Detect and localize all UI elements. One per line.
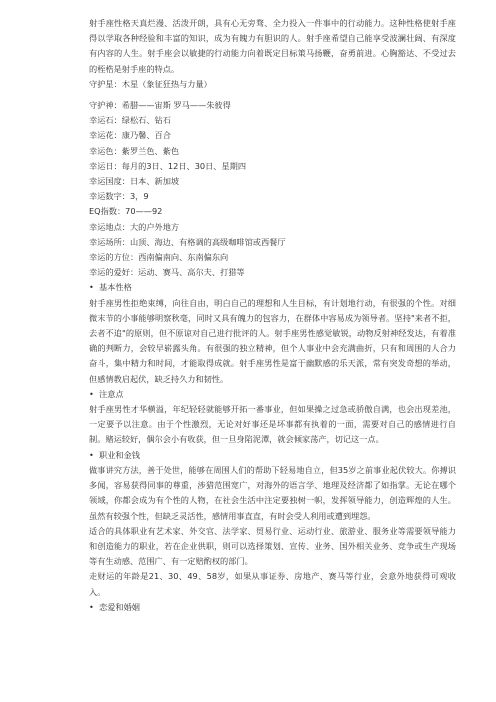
- intro-paragraph: 射手座性格天真烂漫、活泼开朗，具有心无旁骛、全力投入一件事中的行动能力。这种性格使射手座得以学取各种经验和丰富的知识，成为有魄力有胆识的人。射手座希望自己能享受波澜壮阔、有深度有内容的人生。射手座会以敏捷的行动能力向着既定目标策马扬鞭，奋勇前进。心胸豁达、不受过去的桎梏是射手座的特点。: [89, 18, 456, 74]
- section-heading-love: [89, 600, 456, 615]
- section-paragraph: 做事讲究方法，善于处世，能够在周围人们的帮助下轻易地自立，但35岁之前事业起伏较大。你搏识多闻，容易获得同事的尊重，涉猎范围宽广，对海外的语言学、地理及经济都了如指掌。无论在哪个领域，你都会成为有个性的人物，在社会生活中注定要独树一帜，发挥领导能力，创造辉煌的人生。虽然有较强个性，但缺乏灵活性，感情用事直直，有时会受人利用或遭到埋怨。: [89, 464, 456, 521]
- bullet-icon: •: [89, 282, 94, 293]
- lucky-item: 幸运花：康乃馨、百合: [89, 130, 171, 141]
- section-heading-basic: [89, 280, 456, 295]
- bullet-icon: •: [89, 449, 94, 460]
- lucky-item: 幸运石：绿松石、钻石: [89, 115, 171, 126]
- section-paragraph: 适合的具体职业有艺术家、外交官、法学家、贸易行业、运动行业、旅游业、服务业等需要领导能力和创造能力的职业，若在企业供职，则可以选择策划、宣传、业务、国外相关业务、竞争或生产现场等有生动感、范围广、有一定赔酌权的部门。: [89, 525, 456, 567]
- section-paragraph: 射手座男性才华横溢，年纪轻轻就能够开拓一番事业，但如果操之过急或骄傲自满，也会出现差池，一定要予以注意。由于个性激烈，无论对好事还是坏事都有执着的一面，需要对自己的感情进行自制。赌运较好，偶尔会小有收获，但一旦身陷泥潭，就会倾家荡产，切记这一点。: [89, 404, 456, 445]
- lucky-item: 幸运日：每月的3日、12日、30日、星期四: [89, 160, 247, 171]
- section-heading-text: 基本性格: [99, 282, 132, 293]
- lucky-item: 幸运国度：日本、新加坡: [89, 176, 180, 187]
- guardian-star-line: 守护星：木星（象征狂热与力量）: [89, 78, 212, 89]
- section-heading-career: [89, 448, 456, 463]
- section-heading-text: 职业和金钱: [99, 449, 140, 460]
- section-heading-text: 恋爱和婚姻: [99, 601, 140, 612]
- bullet-icon: •: [89, 388, 94, 399]
- lucky-item: EQ指数：70——92: [89, 206, 163, 217]
- lucky-item: 幸运地点：大的户外地方: [89, 221, 180, 232]
- bullet-icon: •: [89, 601, 94, 612]
- lucky-item: 幸运场所：山顶、海边、有格调的高级咖啡馆或西餐厅: [89, 236, 286, 247]
- lucky-item: 守护神：希腊——宙斯 罗马——朱彼得: [89, 100, 231, 111]
- section-paragraph: 走财运的年龄是21、30、49、58岁，如果从事证券、房地产、赛马等行业，会意外地获得可观收入。: [89, 571, 456, 597]
- section-paragraph: 射手座男性拒绝束缚，向往自由，明白自己的理想和人生目标，有计划地行动，有很强的个性。对细微末节的小事能够明察秋毫，同时又具有魄力的包容力，在群体中容易成为领导者。坚持"来者不拒，去者不追"的原则，但不原谅对自己进行批评的人。射手座男性感觉敏锐，动物反射神经发达，有着准确的判断力，会较早崭露头角。有很强的独立精神，但个人事业中会充满曲折，只有和周围的人合力奋斗，集中精力和时间，才能取得成就。射手座男性是富于幽默感的乐天派，常有突发奇想的举动，但感情教启起伏，缺乏持久力和韧性。: [89, 297, 456, 384]
- lucky-item: 幸运的方位：西南偏南向、东南偏东向: [89, 252, 229, 263]
- lucky-list: [89, 98, 456, 280]
- lucky-item: 幸运的爱好：运动、赛马、高尔夫、打猎等: [89, 267, 245, 278]
- lucky-item: 幸运数字：3，9: [89, 191, 149, 202]
- lucky-item: 幸运色：紫罗兰色、紫色: [89, 145, 180, 156]
- section-heading-text: 注意点: [99, 388, 124, 399]
- section-heading-caution: [89, 387, 456, 402]
